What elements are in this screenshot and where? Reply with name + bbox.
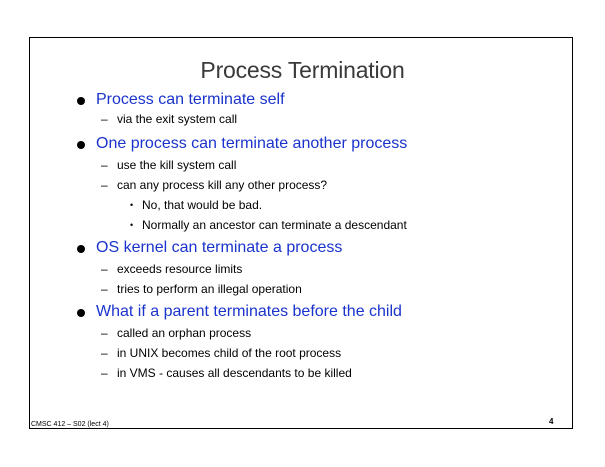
list-item: in UNIX becomes child of the root process: [117, 346, 342, 360]
dash-icon: –: [101, 326, 108, 340]
list-item: exceeds resource limits: [117, 262, 243, 276]
section-heading: Process can terminate self: [96, 91, 285, 108]
footer-course-label: CMSC 412 – S02 (lect 4): [31, 421, 109, 428]
dash-icon: –: [101, 282, 108, 296]
bullet-dot-icon: •: [130, 200, 134, 210]
bullet-dot-icon: [77, 309, 85, 317]
dash-icon: –: [101, 112, 108, 126]
bullet-dot-icon: [77, 141, 85, 149]
list-item: called an orphan process: [117, 326, 252, 340]
slide-title: Process Termination: [200, 57, 405, 83]
list-item: tries to perform an illegal operation: [117, 282, 302, 296]
list-item: can any process kill any other process?: [117, 178, 328, 192]
section-heading: OS kernel can terminate a process: [96, 239, 343, 256]
bullet-dot-icon: •: [130, 220, 134, 230]
list-item: via the exit system call: [117, 112, 238, 126]
list-item: use the kill system call: [117, 158, 237, 172]
section-heading: What if a parent terminates before the child: [96, 303, 402, 320]
dash-icon: –: [101, 346, 108, 360]
sub-list-item: No, that would be bad.: [142, 198, 263, 212]
sub-list-item: Normally an ancestor can terminate a descendant: [142, 218, 407, 232]
dash-icon: –: [101, 262, 108, 276]
dash-icon: –: [101, 178, 108, 192]
dash-icon: –: [101, 158, 108, 172]
bullet-dot-icon: [77, 97, 85, 105]
bullet-dot-icon: [77, 245, 85, 253]
page-number: 4: [549, 417, 554, 426]
section-heading: One process can terminate another process: [96, 135, 408, 152]
dash-icon: –: [101, 366, 108, 380]
list-item: in VMS - causes all descendants to be killed: [117, 366, 352, 380]
